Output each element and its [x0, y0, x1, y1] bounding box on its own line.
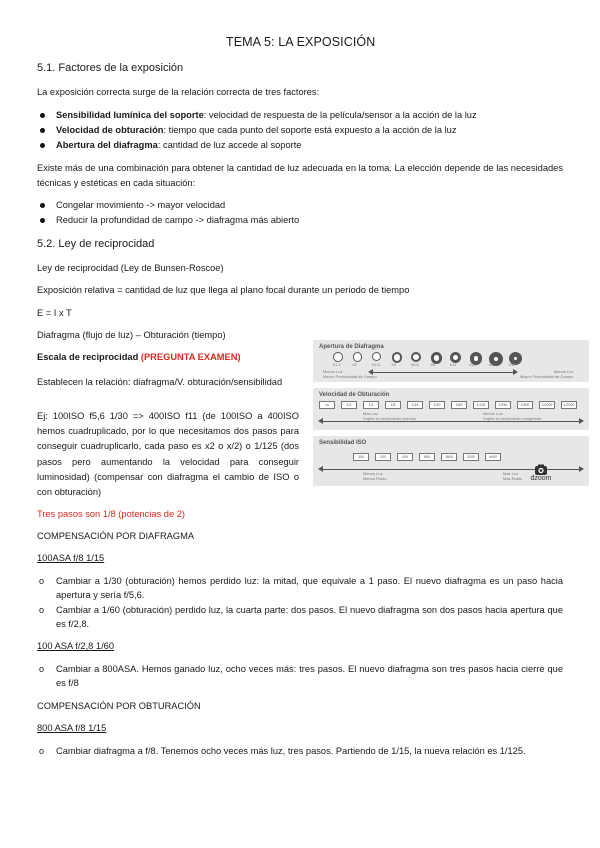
- case-title: 100ASA f/8 1/15: [37, 553, 105, 563]
- bullet-text: : cantidad de luz accede al soporte: [157, 140, 302, 150]
- list-item-text: Cambiar a 1/30 (obturación) hemos perdido luz: la mitad, que equivale a 1 paso. El nuevo diafragma es un paso hacia apertura y sería f/5,6.: [56, 576, 563, 600]
- axis-right-label: Más Luz Más Ruido: [503, 471, 523, 481]
- iso-box: 400: [397, 453, 413, 461]
- bullet-bold: Abertura del diafragma: [56, 140, 158, 150]
- subheading: COMPENSACIÓN POR DIAFRAGMA: [37, 531, 195, 541]
- page-title: TEMA 5: LA EXPOSICIÓN: [226, 35, 376, 49]
- iso-box: 6400: [485, 453, 501, 461]
- bullet-dot-icon: [40, 128, 45, 133]
- arrow-right-icon: [513, 369, 518, 375]
- fstop-label: f/16: [469, 362, 477, 367]
- bullet-item: [56, 124, 457, 137]
- axis-left-label: Más Luz Sujeto en movimiento borroso: [363, 411, 417, 421]
- subheading: COMPENSACIÓN POR OBTURACIÓN: [37, 701, 201, 711]
- aperture-panel: [313, 340, 589, 382]
- shutter-box: 1/2000: [561, 401, 577, 409]
- bullet-item: [56, 109, 477, 122]
- bullet-text: Reducir la profundidad de campo -> diafragma más abierto: [56, 215, 300, 225]
- tres-pasos-note: Tres pasos son 1/8 (potencias de 2): [37, 509, 185, 519]
- intro-text: La exposición correcta surge de la relación correcta de tres factores:: [37, 87, 320, 97]
- dzoom-logo: [531, 463, 551, 483]
- shutter-box: 1/8: [385, 401, 401, 409]
- shutter-box: 1/4: [363, 401, 379, 409]
- fstop-circle: [333, 352, 343, 362]
- shutter-box: 1/1000: [539, 401, 555, 409]
- shutter-box: 1/60: [451, 401, 467, 409]
- arrow-right-icon: [579, 418, 584, 424]
- iso-box: 100: [353, 453, 369, 461]
- bullet-item: [56, 199, 225, 212]
- shutter-box: 1/2: [341, 401, 357, 409]
- fstop-label: f/11: [450, 362, 457, 367]
- brand-name: dzoom: [530, 475, 552, 482]
- shutter-box: 1/125: [473, 401, 489, 409]
- panel-title: Apertura de Diafragma: [319, 344, 384, 350]
- axis-right-label: Menos Luz Sujeto en movimiento congelado: [483, 411, 542, 421]
- shutter-box: 1/250: [495, 401, 511, 409]
- list-item: [39, 603, 563, 631]
- bullet-dot-icon: [40, 143, 45, 148]
- bullet-dot-icon: [40, 218, 45, 223]
- case-title: 800 ASA f/8 1/15: [37, 723, 107, 733]
- fstop-label: f/5.6: [411, 362, 419, 367]
- list-item: [39, 574, 563, 602]
- list-item: [39, 745, 526, 758]
- arrow-right-icon: [579, 466, 584, 472]
- circle-bullet-icon: o: [39, 605, 45, 615]
- circle-bullet-icon: o: [39, 746, 45, 756]
- axis-line: [323, 421, 579, 422]
- text-line: Exposición relativa = cantidad de luz que llega al plano focal durante un periodo de tiempo: [37, 285, 410, 295]
- example-paragraph: Ej: 100ISO f5,6 1/30 => 400ISO f11 (de 100ISO a 400ISO hemos cuadruplicado, por lo que necesitamos dos pasos para conseguir cuadruplicarlo, cada paso es x2 o x/2) o 1/125 (dos pasos pero aumentando la velocidad para conseguir luminosidad) (compensar con diafragma el cambio de ISO o con obturación): [37, 411, 299, 498]
- arrow-left-icon: [318, 418, 323, 424]
- fstop-label: f/2.8: [372, 362, 380, 367]
- iso-box: 800: [419, 453, 435, 461]
- exam-note: (PREGUNTA EXAMEN): [140, 352, 241, 362]
- section-heading-5-1: 5.1. Factores de la exposición: [37, 62, 184, 74]
- bullet-bold: Velocidad de obturación: [56, 125, 164, 135]
- shutter-box: 1/30: [429, 401, 445, 409]
- fstop-label: f/1.4: [333, 362, 341, 367]
- arrow-left-icon: [318, 466, 323, 472]
- section-heading-5-2: 5.2. Ley de reciprocidad: [37, 238, 155, 250]
- list-item-text: Cambiar a 800ASA. Hemos ganado luz, ocho veces más: tres pasos. El nuevo diafragma son tres pasos hacia cierre que es f/8: [56, 664, 563, 688]
- text-line: Diafragma (flujo de luz) – Obturación (tiempo): [37, 330, 226, 340]
- circle-bullet-icon: o: [39, 664, 45, 674]
- axis-left-label: Menos Luz Menor Profundidad de Campo: [323, 369, 377, 379]
- escala-heading: [37, 351, 241, 364]
- fstop-label: f/22: [489, 362, 496, 367]
- shutter-panel: [313, 388, 589, 430]
- iso-box: 1600: [441, 453, 457, 461]
- panel-title: Velocidad de Obturación: [319, 392, 390, 398]
- case-title: 100 ASA f/2,8 1/60: [37, 641, 115, 651]
- shutter-box: 1/15: [407, 401, 423, 409]
- fstop-circle: [411, 352, 421, 362]
- shutter-box: 1/500: [517, 401, 533, 409]
- fstop-circle: [372, 352, 381, 361]
- bullet-dot-icon: [40, 203, 45, 208]
- bullet-text: : tiempo que cada punto del soporte está expuesto a la acción de la luz: [163, 125, 457, 135]
- fstop-label: f/2: [352, 362, 357, 367]
- bullet-text: Congelar movimiento -> mayor velocidad: [56, 200, 226, 210]
- circle-bullet-icon: o: [39, 576, 45, 586]
- bullet-item: [56, 139, 301, 152]
- text-line: Ley de reciprocidad (Ley de Bunsen-Roscoe): [37, 263, 224, 273]
- bullet-bold: Sensibilidad lumínica del soporte: [56, 110, 204, 120]
- escala-label: Escala de reciprocidad: [37, 352, 139, 362]
- bullet-item: [56, 214, 299, 227]
- axis-line: [373, 372, 513, 373]
- axis-left-label: Menos Luz Menos Ruido: [363, 471, 387, 481]
- relation-paragraph: Establecen la relación: diafragma/V. obturación/sensibilidad: [37, 377, 283, 387]
- bullet-text: : velocidad de respuesta de la película/sensor a la acción de la luz: [203, 110, 477, 120]
- axis-right-label: Menos Luz Mayor Profundidad de Campo: [520, 369, 574, 379]
- fstop-label: f/32: [508, 362, 516, 367]
- list-item: [39, 662, 563, 690]
- shutter-box: 1s: [319, 401, 335, 409]
- bullet-dot-icon: [40, 113, 45, 118]
- list-item-text: Cambiar a 1/60 (obturación) perdido luz, la cuarta parte: dos pasos. El nuevo diafragma son dos pasos hacia apertura que es f/2,8.: [56, 605, 563, 629]
- fstop-circle: [353, 352, 363, 362]
- fstop-label: f/4: [391, 362, 396, 367]
- iso-box: 3200: [463, 453, 479, 461]
- panel-title: Sensibilidad ISO: [319, 440, 367, 446]
- fstop-label: f/8: [430, 362, 435, 367]
- list-item-text: Cambiar diafragma a f/8. Tenemos ocho veces más luz, tres pasos. Partiendo de 1/15, la nueva relación es 1/125.: [56, 746, 526, 756]
- paragraph: Existe más de una combinación para obtener la cantidad de luz adecuada en la toma. La elección depende de las necesidades técnicas y estéticas en cada situación:: [37, 163, 563, 188]
- formula: E = I x T: [37, 308, 72, 318]
- iso-box: 200: [375, 453, 391, 461]
